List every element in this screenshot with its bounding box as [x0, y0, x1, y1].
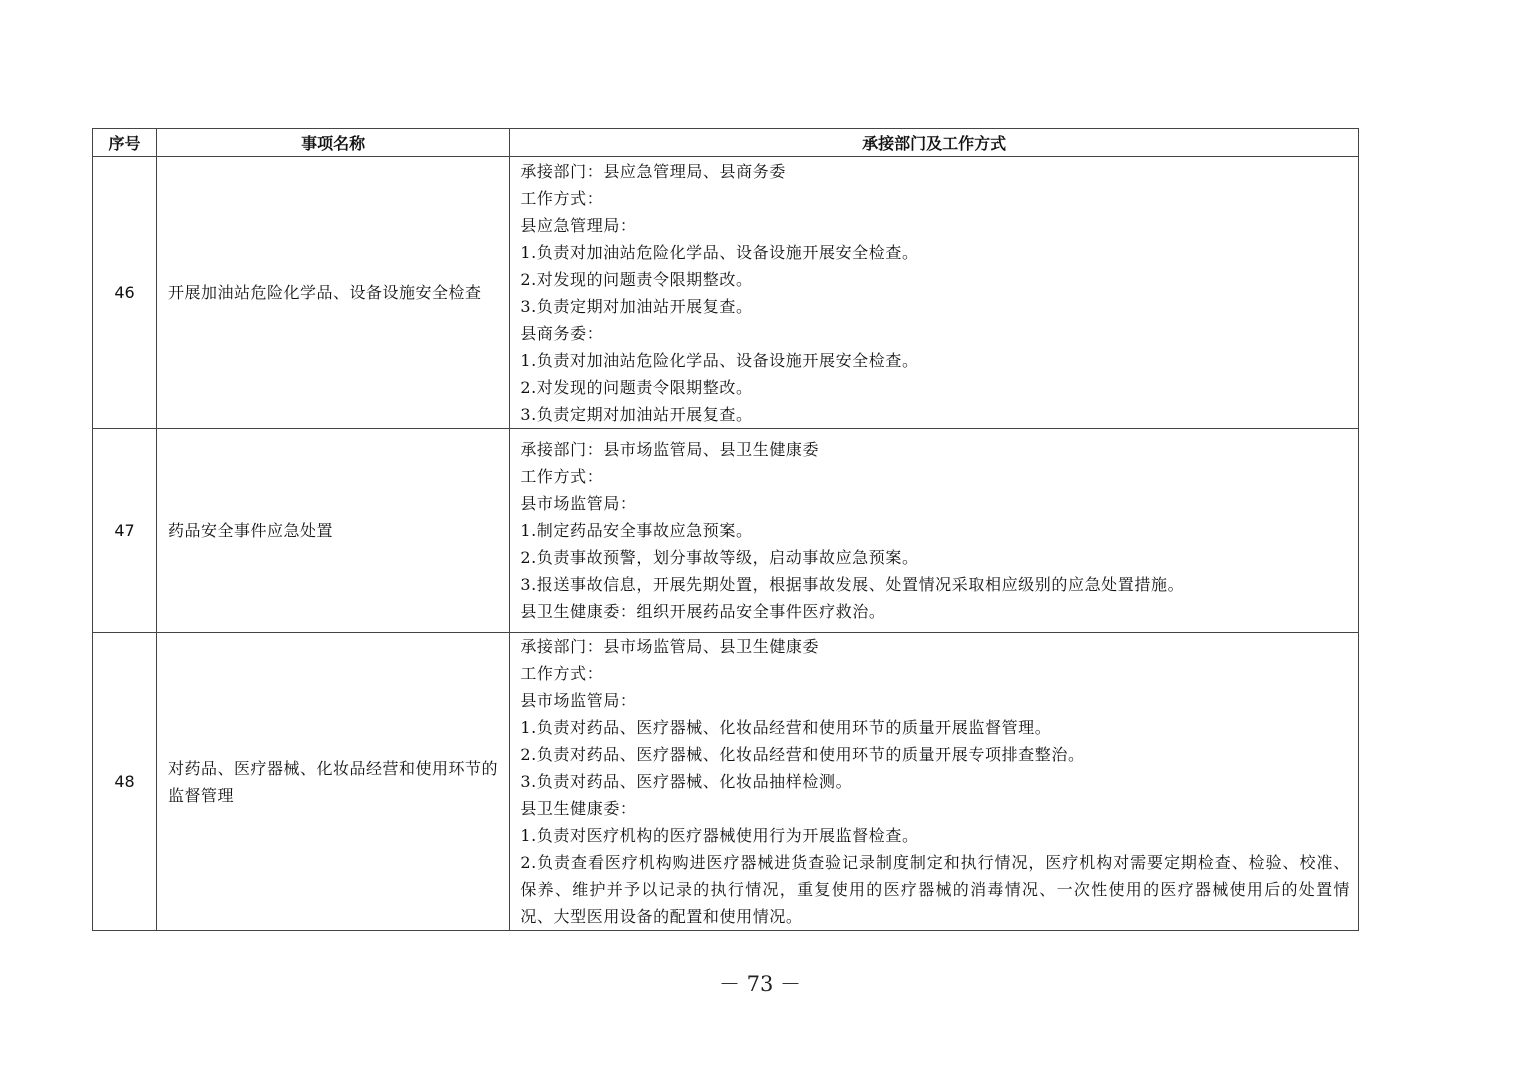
desc-line: 工作方式： [520, 467, 604, 486]
desc-line: 1.制定药品安全事故应急预案。 [520, 521, 753, 540]
desc-line: 1.负责对加油站危险化学品、设备设施开展安全检查。 [520, 350, 919, 370]
row-name: 药品安全事件应急处置 [157, 429, 510, 633]
desc-line: 1.负责对加油站危险化学品、设备设施开展安全检查。 [520, 242, 919, 262]
desc-line: 工作方式： [520, 188, 604, 208]
desc-line: 县应急管理局： [520, 215, 637, 235]
desc-line: 3.负责定期对加油站开展复查。 [520, 296, 753, 316]
desc-line: 3.负责定期对加油站开展复查。 [520, 404, 753, 424]
desc-line: 2.负责对药品、医疗器械、化妆品经营和使用环节的质量开展专项排查整治。 [520, 745, 1085, 764]
table-header-row [93, 129, 1359, 157]
desc-line: 承接部门：县市场监管局、县卫生健康委 [520, 637, 820, 656]
desc-line: 县卫生健康委： [520, 799, 637, 818]
desc-line: 承接部门：县应急管理局、县商务委 [520, 161, 786, 181]
desc-line: 2.对发现的问题责令限期整改。 [520, 377, 753, 397]
desc-line: 1.负责对药品、医疗器械、化妆品经营和使用环节的质量开展监督管理。 [520, 718, 1052, 737]
desc-line: 2.负责查看医疗机构购进医疗器械进货查验记录制度制定和执行情况，医疗机构对需要定期检查、检验、校准、保养、维护并予以记录的执行情况，重复使用的医疗器械的消毒情况、一次性使用的医疗器械使用后的处置情况、大型医用设备的配置和使用情况。 [520, 853, 1350, 926]
table-row [93, 157, 1359, 429]
page-number: － 73 － [718, 972, 802, 996]
row-name: 开展加油站危险化学品、设备设施安全检查 [157, 157, 510, 429]
desc-line: 2.负责事故预警，划分事故等级，启动事故应急预案。 [520, 548, 919, 567]
row-description [510, 157, 1359, 429]
header-seq: 序号 [93, 129, 157, 157]
desc-line: 3.报送事故信息，开展先期处置，根据事故发展、处置情况采取相应级别的应急处置措施。 [520, 575, 1185, 594]
row-seq: 48 [93, 633, 157, 931]
row-name: 对药品、医疗器械、化妆品经营和使用环节的监督管理 [157, 633, 510, 931]
header-name: 事项名称 [157, 129, 510, 157]
row-description [510, 429, 1359, 633]
header-desc: 承接部门及工作方式 [510, 129, 1359, 157]
desc-line: 县商务委： [520, 323, 604, 343]
document-table [92, 128, 1359, 931]
row-seq: 46 [93, 157, 157, 429]
desc-line: 县市场监管局： [520, 494, 637, 513]
desc-line: 县卫生健康委：组织开展药品安全事件医疗救治。 [520, 602, 886, 621]
table-row [93, 633, 1359, 931]
row-description [510, 633, 1359, 931]
row-seq: 47 [93, 429, 157, 633]
table-row [93, 429, 1359, 633]
desc-line: 3.负责对药品、医疗器械、化妆品抽样检测。 [520, 772, 853, 791]
desc-line: 2.对发现的问题责令限期整改。 [520, 269, 753, 289]
desc-line: 1.负责对医疗机构的医疗器械使用行为开展监督检查。 [520, 826, 919, 845]
desc-line: 承接部门：县市场监管局、县卫生健康委 [520, 440, 820, 459]
desc-line: 县市场监管局： [520, 691, 637, 710]
desc-line: 工作方式： [520, 664, 604, 683]
